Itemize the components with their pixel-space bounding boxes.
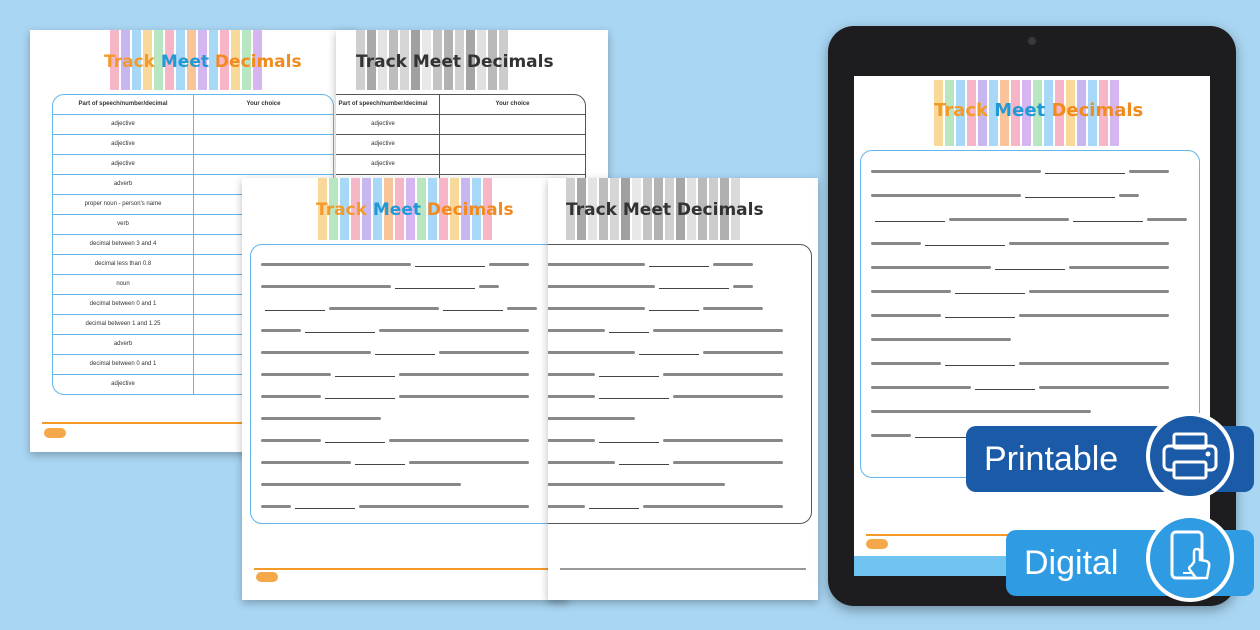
worksheet-title: Track Meet Decimals xyxy=(566,200,764,220)
worksheet-title: Track Meet Decimals xyxy=(316,200,514,220)
table-row: adjective xyxy=(336,155,585,175)
table-row: decimal less than 0.8 xyxy=(53,255,333,275)
table-row: decimal between 1 and 1.25 xyxy=(53,315,333,335)
table-row: adjective xyxy=(53,155,333,175)
table-row: noun xyxy=(53,275,333,295)
table-row: adjective xyxy=(336,135,585,155)
table-header: Part of speech/number/decimal Your choice xyxy=(336,95,585,115)
worksheet-story-color xyxy=(242,178,568,600)
tablet-touch-icon xyxy=(1146,514,1234,602)
table-row: adjective xyxy=(336,115,585,135)
camera-icon xyxy=(1028,37,1036,45)
printer-icon xyxy=(1146,412,1234,500)
table-row: adverb xyxy=(53,175,333,195)
word-table xyxy=(336,94,586,190)
logo-icon xyxy=(44,428,66,438)
worksheet-story-bw xyxy=(548,178,818,600)
table-header: Part of speech/number/decimal Your choice xyxy=(53,95,333,115)
worksheet-table-bw xyxy=(336,30,608,190)
footer-line xyxy=(254,568,556,570)
digital-label: Digital xyxy=(1024,544,1119,582)
story-text xyxy=(250,244,558,524)
logo-icon xyxy=(866,539,888,549)
printable-label: Printable xyxy=(984,440,1119,478)
worksheet-title: Track Meet Decimals xyxy=(934,100,1144,121)
table-row: proper noun - person's name xyxy=(53,195,333,215)
footer-line xyxy=(560,568,806,570)
worksheet-title: Track Meet Decimals xyxy=(104,52,302,72)
table-row: decimal between 0 and 1 xyxy=(53,355,333,375)
table-row: verb xyxy=(53,215,333,235)
table-row: adjective xyxy=(53,375,333,394)
tablet-screen xyxy=(854,76,1210,576)
table-row: adjective xyxy=(53,135,333,155)
table-row: adjective xyxy=(53,115,333,135)
story-text xyxy=(548,244,812,524)
table-row: decimal between 3 and 4 xyxy=(53,235,333,255)
logo-icon xyxy=(256,572,278,582)
table-row: adverb xyxy=(53,335,333,355)
worksheet-title: Track Meet Decimals xyxy=(356,52,554,72)
table-row: decimal between 0 and 1 xyxy=(53,295,333,315)
